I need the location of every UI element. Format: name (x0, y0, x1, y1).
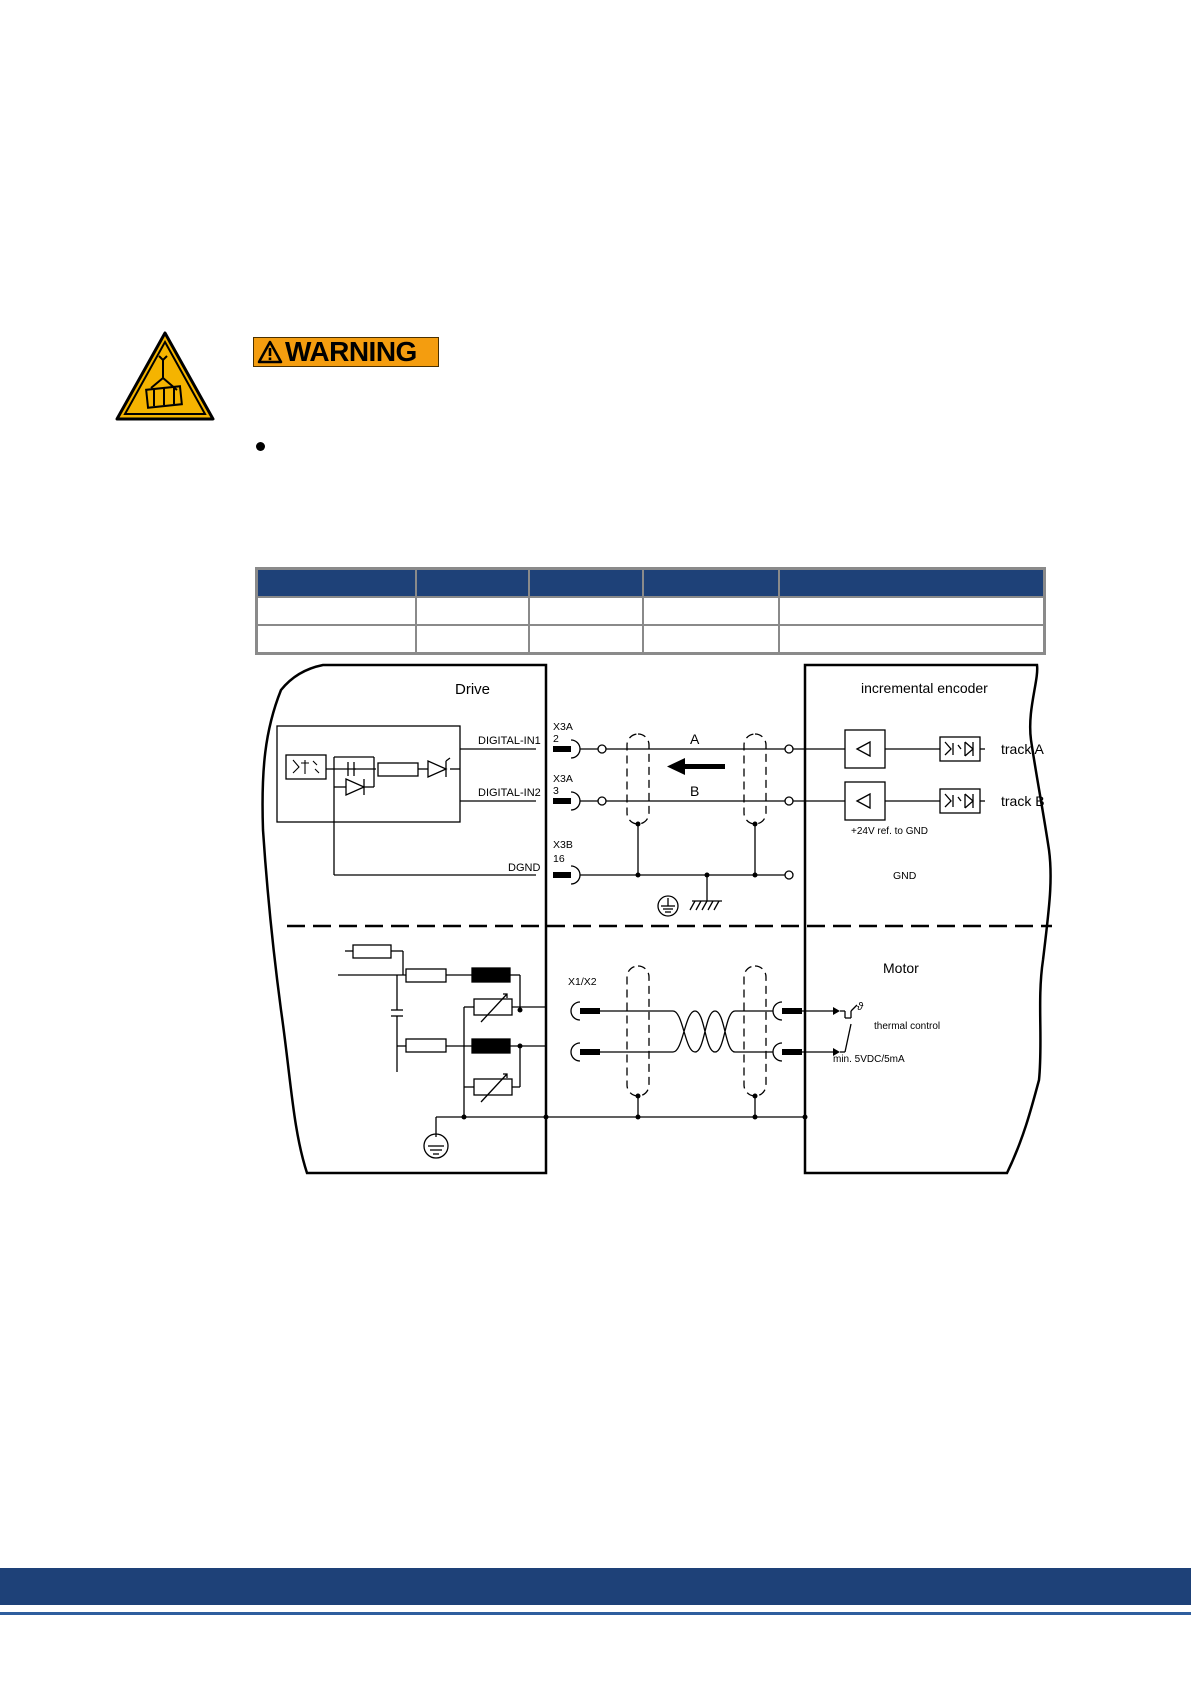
input-zener-diode (428, 758, 450, 777)
x3a-label-2: X3A (553, 773, 573, 785)
motor-resistor-1 (353, 945, 391, 958)
pin-2-label: 2 (553, 733, 559, 745)
table-row (257, 597, 1045, 625)
table-cell (779, 625, 1045, 654)
table-cell (643, 597, 778, 625)
table-header-row (257, 569, 1045, 598)
table-cell (416, 597, 530, 625)
warning-label: WARNING (285, 336, 417, 367)
warning-badge (253, 337, 439, 367)
table-header-cell (779, 569, 1045, 598)
thermal-control-label: thermal control (874, 1021, 941, 1032)
table-cell (779, 597, 1045, 625)
bullet-point (256, 442, 265, 451)
signal-b-label: B (690, 783, 700, 799)
motor-resistor-3 (406, 1039, 446, 1052)
digital-in1-label: DIGITAL-IN1 (478, 735, 541, 747)
footer-band (0, 1568, 1191, 1605)
drive-label: Drive (455, 681, 491, 698)
pin-16-label: 16 (553, 853, 565, 865)
suspended-load-warning-icon (114, 330, 216, 422)
motor-label: Motor (883, 960, 919, 976)
pin-table (255, 567, 1046, 655)
cable-shield-left (627, 734, 649, 824)
table-header-cell (529, 569, 643, 598)
table-cell (416, 625, 530, 654)
svg-text:ϑ: ϑ (857, 1001, 864, 1013)
x3b-label: X3B (553, 839, 573, 851)
optocoupler-symbol (286, 755, 326, 779)
motor-inductor-2 (472, 1039, 510, 1053)
protective-earth-icon (424, 1134, 448, 1158)
x3a-label: X3A (553, 721, 573, 733)
digital-in2-label: DIGITAL-IN2 (478, 787, 541, 799)
table-row (257, 625, 1045, 654)
ref-gnd-label: +24V ref. to GND (851, 826, 928, 837)
encoder-optocoupler-b (940, 789, 980, 813)
input-resistor (378, 763, 418, 776)
table-header-cell (416, 569, 530, 598)
table-cell (529, 625, 643, 654)
encoder-optocoupler-a (940, 737, 980, 761)
motor-cable-shield-left (627, 966, 649, 1096)
min-voltage-label: min. 5VDC/5mA (833, 1054, 905, 1065)
cable-shield-right (744, 734, 766, 824)
encoder-wiring-diagram (253, 660, 1052, 1180)
motor-cable-shield-right (744, 966, 766, 1096)
varistor-2 (474, 1074, 512, 1102)
thermal-switch-icon (840, 1001, 864, 1052)
encoder-label: incremental encoder (861, 680, 988, 696)
table-cell (257, 625, 416, 654)
warning-triangle-icon (257, 340, 283, 364)
track-b-label: track B (1001, 793, 1045, 809)
signal-a-label: A (690, 731, 700, 747)
table-header-cell (643, 569, 778, 598)
line-driver-b (845, 782, 885, 820)
earth-ground-icon (658, 896, 678, 916)
motor-inductor-1 (472, 968, 510, 982)
track-a-label: track A (1001, 741, 1044, 757)
table-header-cell (257, 569, 416, 598)
x1x2-label: X1/X2 (568, 976, 597, 988)
dgnd-label: DGND (508, 862, 541, 874)
pin-3-label: 3 (553, 785, 559, 797)
motor-resistor-2 (406, 969, 446, 982)
input-diode (346, 779, 364, 795)
footer-line (0, 1612, 1191, 1615)
twisted-pair-icon (673, 1011, 735, 1052)
table-cell (529, 597, 643, 625)
gnd-label: GND (893, 870, 917, 882)
table-cell (257, 597, 416, 625)
table-cell (643, 625, 778, 654)
signal-direction-arrow-icon (667, 758, 725, 775)
varistor-1 (474, 994, 512, 1022)
line-driver-a (845, 730, 885, 768)
